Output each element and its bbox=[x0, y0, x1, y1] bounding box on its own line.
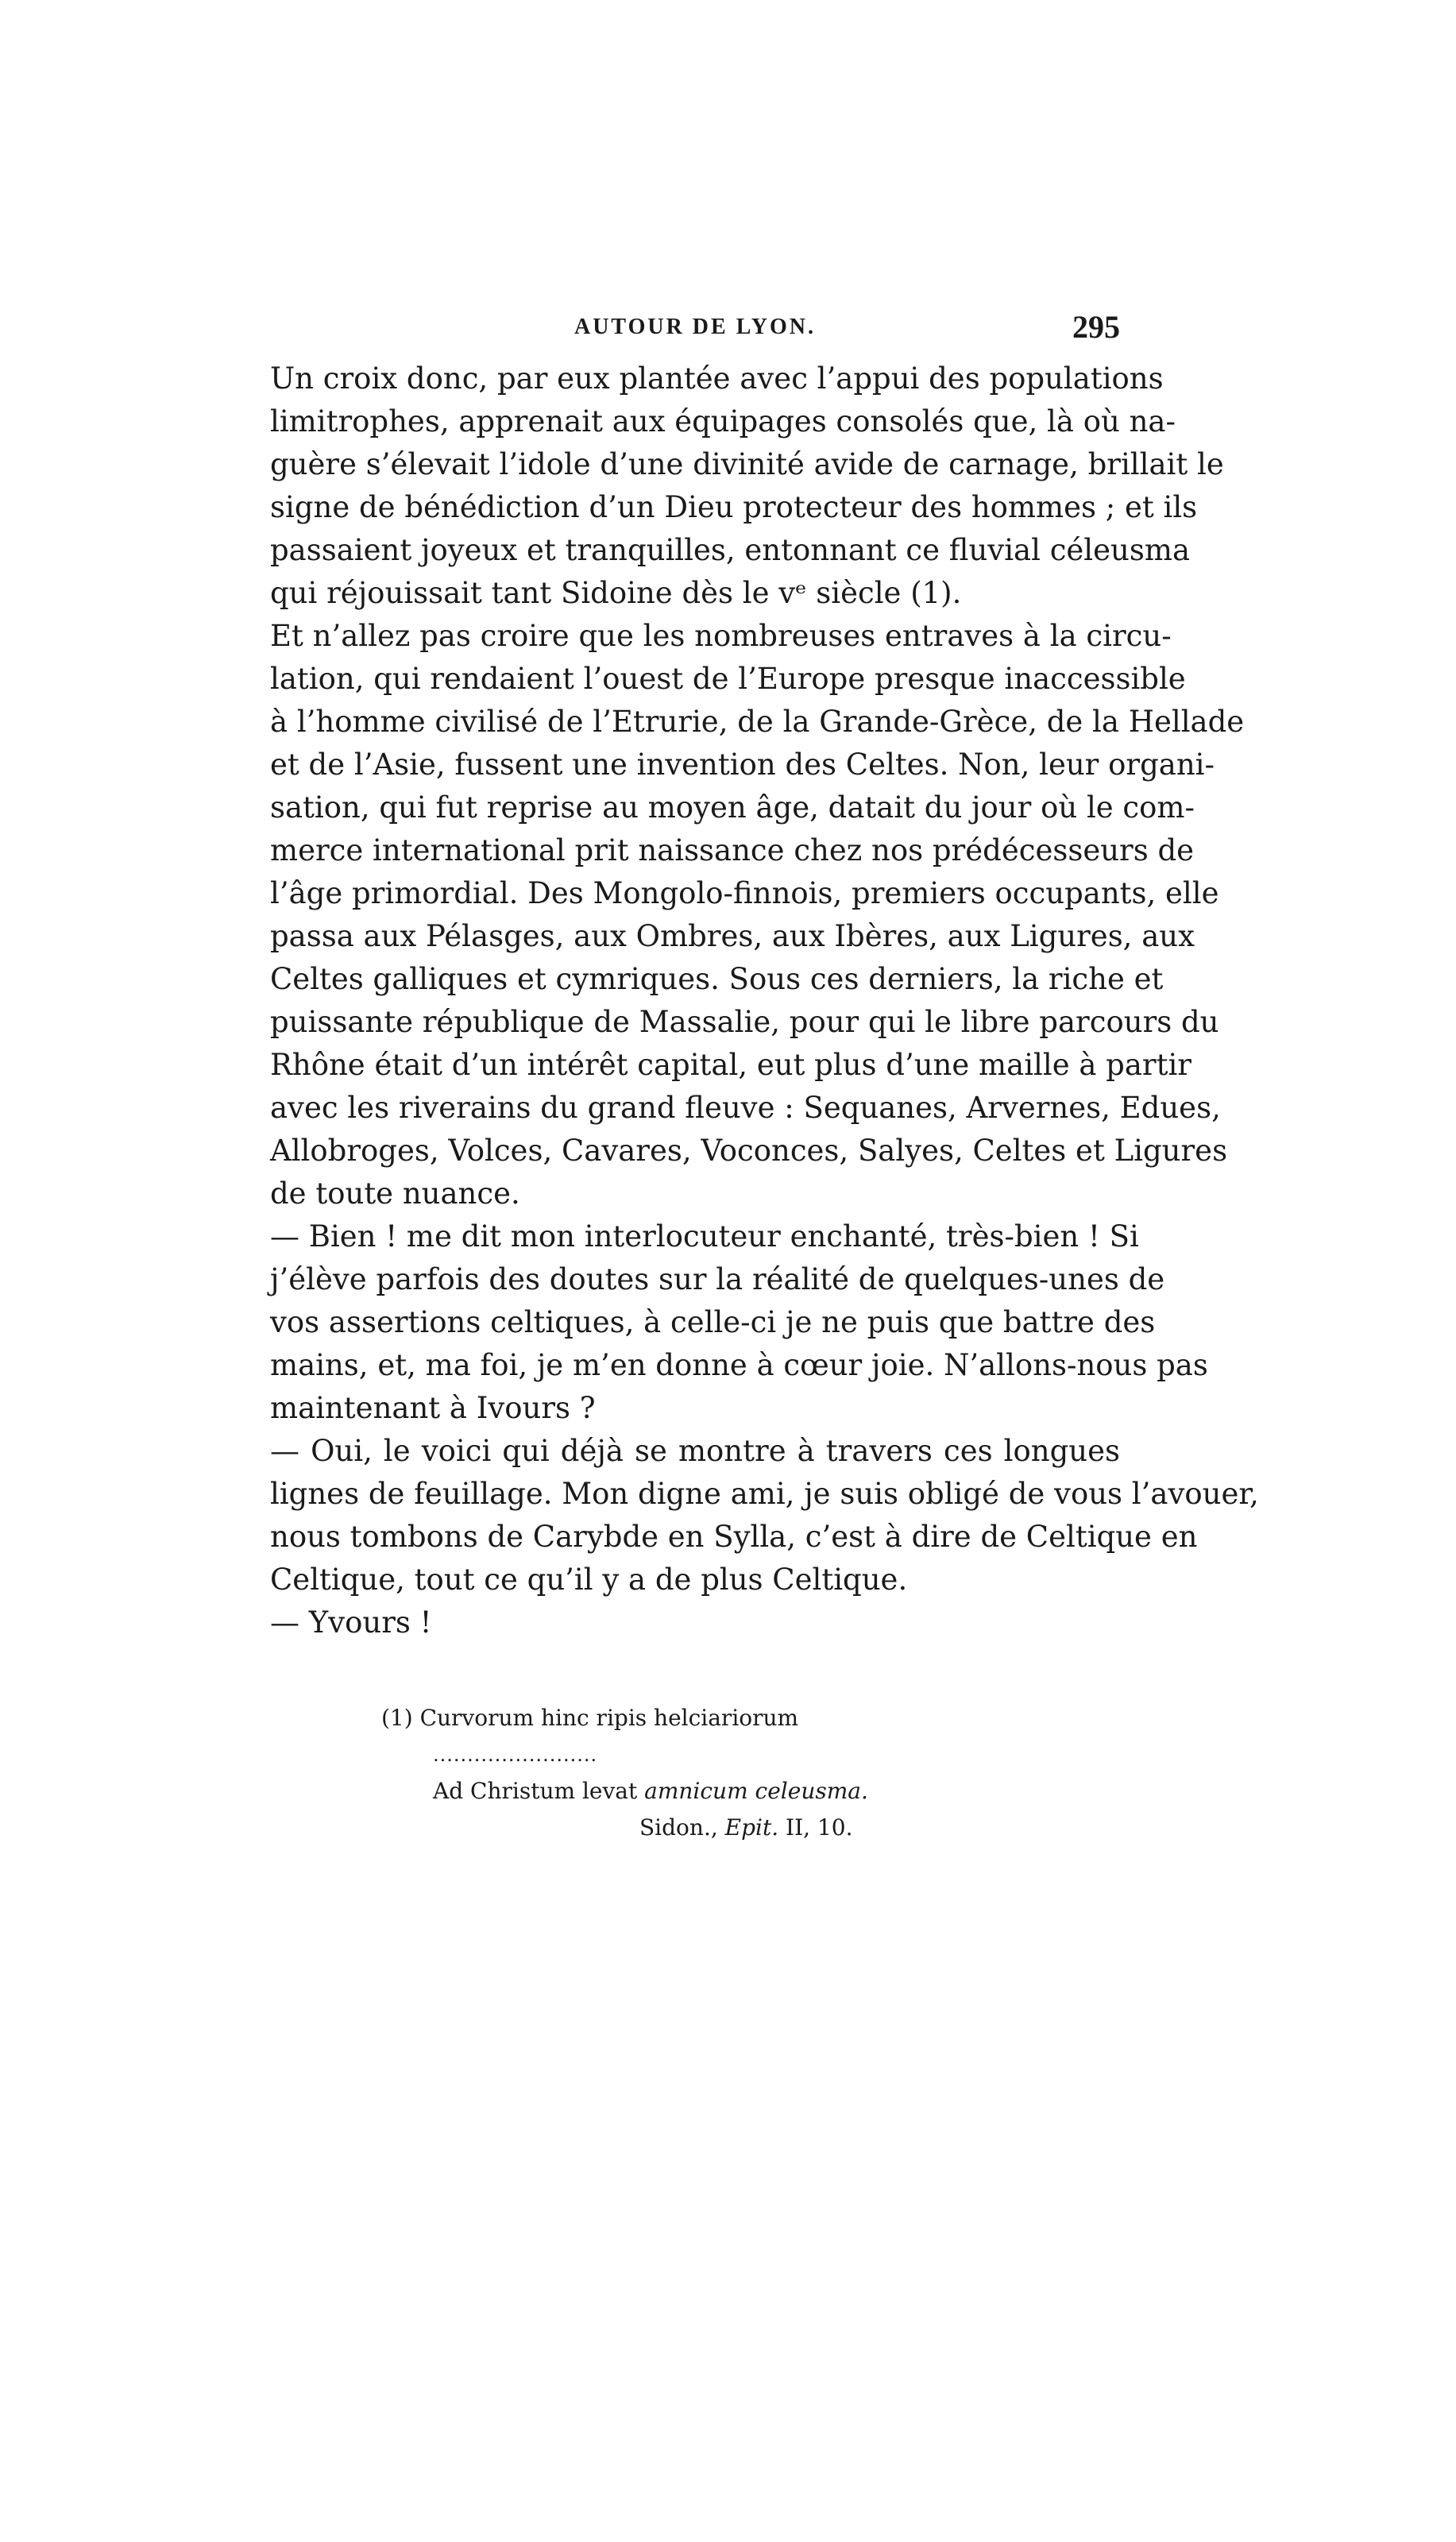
body-text bbox=[270, 357, 1259, 1644]
text-line: qui réjouissait tant Sidoine dès le vᵉ siècle (1). bbox=[270, 576, 962, 610]
running-title: AUTOUR DE LYON. bbox=[574, 315, 817, 339]
citation-ref: II, 10. bbox=[778, 1814, 853, 1841]
footnote-italic: amnicum celeusma. bbox=[644, 1778, 868, 1804]
text-line: Allobroges, Volces, Cavares, Voconces, Salyes, Celtes et Ligures bbox=[270, 1134, 1228, 1168]
paragraph-5 bbox=[270, 1601, 1120, 1644]
text-line: nous tombons de Carybde en Sylla, c’est à dire de Celtique en bbox=[270, 1520, 1198, 1554]
text-line: passaient joyeux et tranquilles, entonnant ce fluvial céleusma bbox=[270, 533, 1191, 567]
text-line: maintenant à Ivours ? bbox=[270, 1391, 596, 1425]
text-line: guère s’élevait l’idole d’une divinité avide de carnage, brillait le bbox=[270, 447, 1224, 481]
footnote-line: (1) Curvorum hinc ripis helciariorum bbox=[381, 1705, 799, 1731]
text-line: j’élève parfois des doutes sur la réalité de quelques-unes de bbox=[270, 1262, 1165, 1296]
text-line: de toute nuance. bbox=[270, 1176, 520, 1211]
text-line: Celtes galliques et cymriques. Sous ces derniers, la riche et bbox=[270, 962, 1164, 996]
text-line: vos assertions celtiques, à celle-ci je ne puis que battre des bbox=[270, 1305, 1156, 1339]
text-line: merce international prit naissance chez nos prédécesseurs de bbox=[270, 833, 1195, 867]
paragraph-2 bbox=[270, 615, 1245, 1215]
text-line: signe de bénédiction d’un Dieu protecteur des hommes ; et ils bbox=[270, 490, 1198, 524]
text-line: Celtique, tout ce qu’il y a de plus Celtique. bbox=[270, 1563, 908, 1597]
text-line: passa aux Pélasges, aux Ombres, aux Ibères, aux Ligures, aux bbox=[270, 919, 1195, 953]
text-line: lation, qui rendaient l’ouest de l’Europe presque inaccessible bbox=[270, 662, 1186, 696]
footnote-citation bbox=[381, 1810, 937, 1846]
text-line: puissante république de Massalie, pour qui le libre parcours du bbox=[270, 1005, 1219, 1039]
text-line: l’âge primordial. Des Mongolo-finnois, premiers occupants, elle bbox=[270, 876, 1219, 910]
text-line: — Yvours ! bbox=[270, 1605, 432, 1640]
citation-author: Sidon., bbox=[639, 1814, 725, 1841]
text-line: Et n’allez pas croire que les nombreuses entraves à la circu- bbox=[270, 619, 1172, 653]
running-head bbox=[270, 303, 1120, 351]
text-line: limitrophes, apprenait aux équipages consolés que, là où na- bbox=[270, 404, 1176, 438]
paragraph-3 bbox=[270, 1215, 1208, 1430]
paragraph-1 bbox=[270, 357, 1224, 615]
text-line: avec les riverains du grand fleuve : Sequanes, Arvernes, Edues, bbox=[270, 1091, 1221, 1125]
citation-work: Epit. bbox=[724, 1814, 779, 1841]
text-line: Un croix donc, par eux plantée avec l’appui des populations bbox=[270, 361, 1164, 396]
text-line: mains, et, ma foi, je m’en donne à cœur joie. N’allons-nous pas bbox=[270, 1348, 1208, 1382]
text-line: Rhône était d’un intérêt capital, eut plus d’une maille à partir bbox=[270, 1048, 1191, 1082]
text-line: lignes de feuillage. Mon digne ami, je suis obligé de vous l’avouer, bbox=[270, 1477, 1259, 1511]
text-line: sation, qui fut reprise au moyen âge, datait du jour où le com- bbox=[270, 790, 1195, 825]
footnote-line bbox=[381, 1773, 937, 1810]
footnote bbox=[381, 1700, 937, 1846]
footnote-text: Ad Christum levat bbox=[433, 1778, 645, 1804]
footnote-ellipsis: ........................ bbox=[433, 1744, 598, 1766]
text-line: à l’homme civilisé de l’Etrurie, de la Grande-Grèce, de la Hellade bbox=[270, 705, 1245, 739]
paragraph-4 bbox=[270, 1430, 1259, 1601]
text-line: et de l’Asie, fussent une invention des Celtes. Non, leur organi- bbox=[270, 748, 1215, 782]
text-line: — Bien ! me dit mon interlocuteur enchanté, très-bien ! Si bbox=[270, 1219, 1139, 1254]
page-number: 295 bbox=[1072, 309, 1120, 345]
text-line: — Oui, le voici qui déjà se montre à travers ces longues bbox=[270, 1434, 1120, 1468]
